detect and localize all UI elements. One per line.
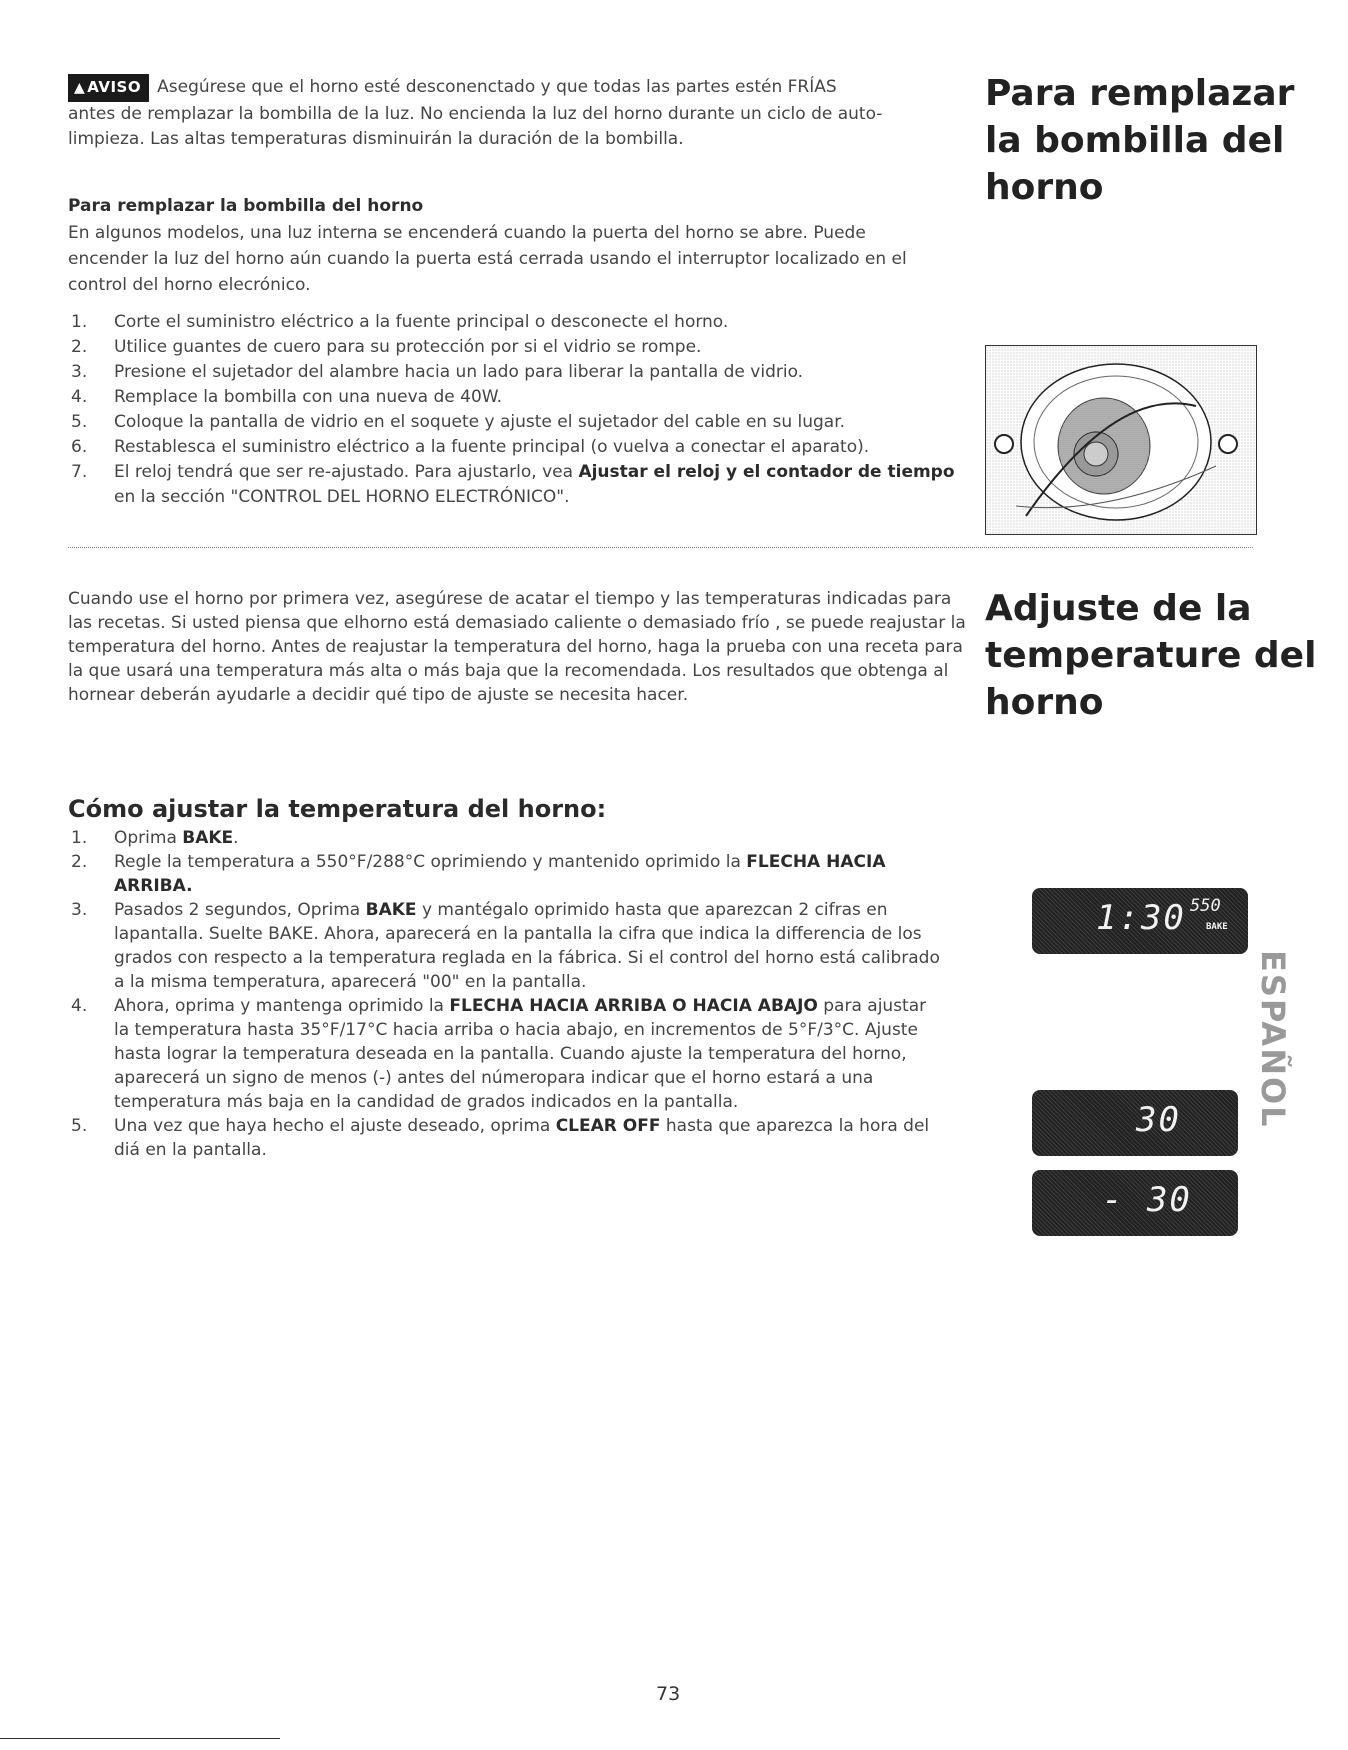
step-number: 2. bbox=[71, 852, 88, 872]
bulb-step-4 bbox=[68, 385, 968, 410]
bulb-subheading: Para remplazar la bombilla del horno bbox=[68, 196, 424, 216]
temp-step-5 bbox=[68, 1114, 944, 1162]
temp-steps bbox=[68, 826, 940, 1162]
step-bold-key: CLEAR OFF bbox=[555, 1116, 661, 1136]
temp-step-3 bbox=[68, 898, 944, 994]
step-text: Corte el suministro eléctrico a la fuente principal o desconecte el horno. bbox=[114, 312, 729, 332]
step-number: 5. bbox=[71, 1116, 88, 1136]
step-text-end: para ajustar la temperatura hasta 35°F/17°C hacia arriba o hacia abajo, en incrementos de 5°F/3°C. Ajuste hasta lograr la temperatura deseada en la pantalla. Cuando ajuste la temperatura del horno, aparecerá un signo de menos (-) antes del númeropara indicar que el horno estará a una temperatura más baja en la candidad de grados indicados en la pantalla. bbox=[114, 996, 927, 1112]
side-title-line: horno bbox=[985, 682, 1104, 723]
oven-display-offset-minus-30 bbox=[1032, 1170, 1238, 1236]
aviso-label: AVISO bbox=[87, 78, 142, 96]
aviso-first-line-text: Asegúrese que el horno esté desconenctado y que todas las partes estén FRÍAS bbox=[157, 77, 837, 97]
step-text: Ahora, oprima y mantenga oprimido la bbox=[114, 996, 450, 1016]
page-number: 73 bbox=[656, 1683, 681, 1705]
temp-steps-list bbox=[68, 826, 940, 1162]
step-number: 1. bbox=[71, 828, 88, 848]
aviso-rest-text: antes de remplazar la bombilla de la luz. No encienda la luz del horno durante un ciclo de auto-limpieza. Las altas temperaturas disminuirán la duración de la bombilla. bbox=[68, 104, 883, 149]
temp-step-1 bbox=[68, 826, 928, 850]
step-number: 5. bbox=[71, 412, 88, 432]
oven-display-bake-550 bbox=[1032, 888, 1248, 954]
temp-step-4 bbox=[68, 994, 944, 1114]
oven-display-offset-30 bbox=[1032, 1090, 1238, 1156]
side-title-line: Adjuste de la bbox=[985, 588, 1252, 629]
step-number: 3. bbox=[71, 362, 88, 382]
bulb-step-7 bbox=[68, 460, 968, 510]
step-text: Regle la temperatura a 550°F/288°C oprimiendo y mantenido oprimido la bbox=[114, 852, 747, 872]
language-side-tab: ESPAÑOL bbox=[1254, 950, 1292, 1129]
step-7-bold-reference: Ajustar el reloj y el contador de tiempo bbox=[578, 462, 955, 482]
side-title-line: horno bbox=[985, 167, 1104, 208]
warning-triangle-icon: ▲ bbox=[74, 80, 86, 96]
section-divider bbox=[68, 547, 1253, 548]
step-text-end: . bbox=[233, 828, 239, 848]
side-title-line: la bombilla del bbox=[985, 120, 1285, 161]
bulb-step-7-list bbox=[68, 460, 968, 510]
step-7-text-end: en la sección "CONTROL DEL HORNO ELECTRÓNICO". bbox=[114, 487, 570, 507]
bulb-step-1 bbox=[68, 310, 968, 335]
display-mode: BAKE bbox=[1206, 922, 1228, 932]
step-text: Remplace la bombilla con una nueva de 40W. bbox=[114, 387, 503, 407]
bulb-step-6 bbox=[68, 435, 968, 460]
side-title-line: Para remplazar bbox=[985, 73, 1295, 114]
warning-block bbox=[68, 74, 948, 152]
temp-adjust-heading: Cómo ajustar la temperatura del horno: bbox=[68, 795, 607, 823]
temp-side-title bbox=[985, 585, 1345, 726]
bulb-intro: En algunos modelos, una luz interna se encenderá cuando la puerta del horno se abre. Puede encender la luz del horno aún cuando la puerta está cerrada usando el interruptor localizado en el control del horno elecrónico. bbox=[68, 223, 907, 295]
step-text: Una vez que haya hecho el ajuste deseado, oprima bbox=[114, 1116, 556, 1136]
step-number: 1. bbox=[71, 312, 88, 332]
temp-intro: Cuando use el horno por primera vez, asegúrese de acatar el tiempo y las temperaturas indicadas para las recetas. Si usted piensa que elhorno está demasiado caliente o demasiado frío , se puede reajustar la temperatura del horno. Antes de reajustar la temperatura del horno, haga la prueba con una receta para la que usará una temperatura más alta o más baja que la recomendada. Los resultados que obtenga al hornear deberán ayudarle a decidir qué tipo de ajuste se necesita hacer. bbox=[68, 589, 966, 705]
step-number: 7. bbox=[71, 462, 88, 482]
aviso-badge bbox=[68, 74, 149, 102]
step-text-end: y mantégalo oprimido hasta que aparezcan 2 cifras en lapantalla. Suelte BAKE. Ahora, aparecerá en la pantalla la cifra que indica la differencia de los grados con respecto a la temperatura reglada en la fábrica. Si el control del horno está calibrado a la misma temperatura, aparecerá "00" en la pantalla. bbox=[114, 900, 940, 992]
bulb-step-2 bbox=[68, 335, 968, 360]
step-text: Coloque la pantalla de vidrio en el soquete y ajuste el sujetador del cable en su lugar. bbox=[114, 412, 846, 432]
step-number: 3. bbox=[71, 900, 88, 920]
step-text: Pasados 2 segundos, Oprima bbox=[114, 900, 366, 920]
step-bold-key: FLECHA HACIA ARRIBA. bbox=[114, 852, 886, 896]
step-7-text: El reloj tendrá que ser re-ajustado. Para ajustarlo, vea bbox=[114, 462, 579, 482]
step-bold-key: FLECHA HACIA ARRIBA O HACIA ABAJO bbox=[449, 996, 818, 1016]
step-text: Oprima bbox=[114, 828, 183, 848]
bulb-steps-list bbox=[68, 310, 968, 460]
oven-light-illustration bbox=[985, 345, 1257, 535]
step-number: 4. bbox=[71, 387, 88, 407]
display-offset: 30 bbox=[1136, 1100, 1181, 1140]
page-bottom-rule bbox=[0, 1738, 280, 1739]
step-text: Utilice guantes de cuero para su protección por si el vidrio se rompe. bbox=[114, 337, 702, 357]
side-title-line: temperature del bbox=[985, 635, 1317, 676]
step-bold-key: BAKE bbox=[365, 900, 417, 920]
step-number: 4. bbox=[71, 996, 88, 1016]
bulb-step-5 bbox=[68, 410, 968, 435]
bulb-side-title bbox=[985, 70, 1345, 211]
temp-step-2 bbox=[68, 850, 904, 898]
light-fixture-drawing bbox=[986, 346, 1256, 534]
step-text-end: hasta que aparezca la hora del diá en la pantalla. bbox=[114, 1116, 930, 1160]
display-time: 1:30 bbox=[1096, 898, 1186, 938]
step-bold-key: BAKE bbox=[182, 828, 234, 848]
bulb-steps bbox=[68, 310, 968, 510]
step-text: Presione el sujetador del alambre hacia un lado para liberar la pantalla de vidrio. bbox=[114, 362, 804, 382]
bulb-step-3 bbox=[68, 360, 968, 385]
display-temp: 550 bbox=[1190, 896, 1221, 916]
step-number: 2. bbox=[71, 337, 88, 357]
warning-first-line bbox=[68, 74, 948, 102]
display-offset-negative: - 30 bbox=[1102, 1180, 1192, 1220]
step-number: 6. bbox=[71, 437, 88, 457]
step-text: Restablesca el suministro eléctrico a la fuente principal (o vuelva a conectar el aparato). bbox=[114, 437, 870, 457]
